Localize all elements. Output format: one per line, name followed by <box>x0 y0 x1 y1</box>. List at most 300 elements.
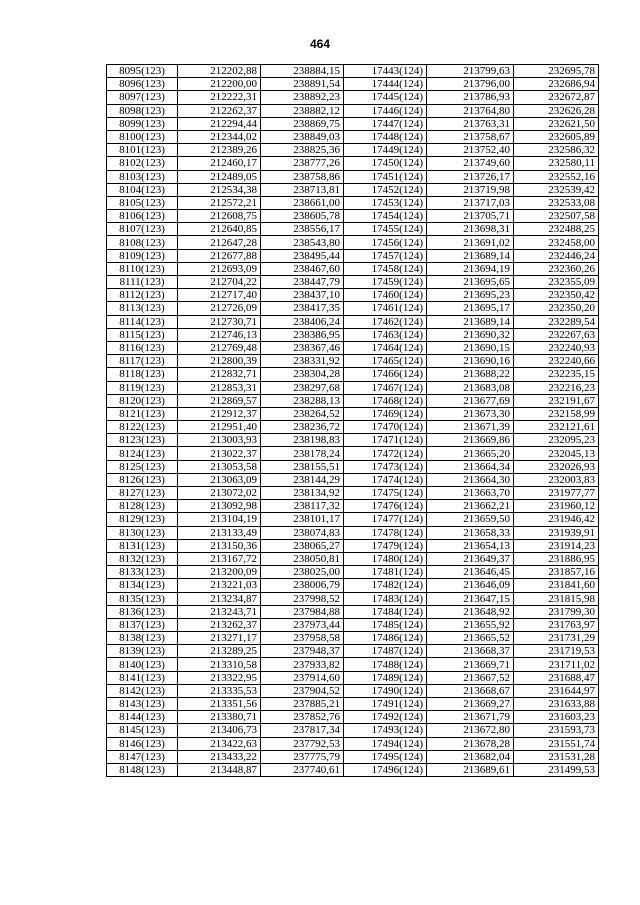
table-row <box>107 750 599 763</box>
x-coordinate-cell: 213671,39 <box>427 421 514 434</box>
y-coordinate-cell: 232488,25 <box>514 223 599 236</box>
table-row <box>107 276 599 289</box>
y-coordinate-cell: 237958,58 <box>261 632 344 645</box>
x-coordinate-cell: 213262,37 <box>178 618 261 631</box>
table-row <box>107 183 599 196</box>
point-id-cell: 8098(123) <box>107 104 178 117</box>
x-coordinate-cell: 213380,71 <box>178 711 261 724</box>
point-id-cell: 17470(124) <box>344 421 427 434</box>
x-coordinate-cell: 213648,92 <box>427 605 514 618</box>
y-coordinate-cell: 237998,52 <box>261 592 344 605</box>
y-coordinate-cell: 232458,00 <box>514 236 599 249</box>
x-coordinate-cell: 213053,58 <box>178 460 261 473</box>
x-coordinate-cell: 212693,09 <box>178 262 261 275</box>
y-coordinate-cell: 238264,52 <box>261 407 344 420</box>
point-id-cell: 8140(123) <box>107 658 178 671</box>
x-coordinate-cell: 213690,32 <box>427 328 514 341</box>
table-row <box>107 645 599 658</box>
point-id-cell: 17495(124) <box>344 750 427 763</box>
point-id-cell: 17484(124) <box>344 605 427 618</box>
x-coordinate-cell: 213689,14 <box>427 315 514 328</box>
y-coordinate-cell: 231688,47 <box>514 671 599 684</box>
x-coordinate-cell: 213003,93 <box>178 434 261 447</box>
x-coordinate-cell: 213221,03 <box>178 579 261 592</box>
table-row <box>107 394 599 407</box>
x-coordinate-cell: 213649,37 <box>427 552 514 565</box>
y-coordinate-cell: 232350,42 <box>514 289 599 302</box>
x-coordinate-cell: 212869,57 <box>178 394 261 407</box>
y-coordinate-cell: 238758,86 <box>261 170 344 183</box>
y-coordinate-cell: 238304,28 <box>261 368 344 381</box>
y-coordinate-cell: 232507,58 <box>514 210 599 223</box>
x-coordinate-cell: 213448,87 <box>178 763 261 776</box>
x-coordinate-cell: 212704,22 <box>178 276 261 289</box>
table-row <box>107 196 599 209</box>
x-coordinate-cell: 212534,38 <box>178 183 261 196</box>
point-id-cell: 17466(124) <box>344 368 427 381</box>
y-coordinate-cell: 231731,29 <box>514 632 599 645</box>
point-id-cell: 8106(123) <box>107 210 178 223</box>
point-id-cell: 17482(124) <box>344 579 427 592</box>
x-coordinate-cell: 213682,04 <box>427 750 514 763</box>
y-coordinate-cell: 238437,10 <box>261 289 344 302</box>
point-id-cell: 17450(124) <box>344 157 427 170</box>
y-coordinate-cell: 238117,32 <box>261 500 344 513</box>
y-coordinate-cell: 232533,08 <box>514 196 599 209</box>
table-row <box>107 566 599 579</box>
table-row <box>107 381 599 394</box>
y-coordinate-cell: 237852,76 <box>261 711 344 724</box>
x-coordinate-cell: 213705,71 <box>427 210 514 223</box>
x-coordinate-cell: 212202,88 <box>178 65 261 78</box>
y-coordinate-cell: 237885,21 <box>261 698 344 711</box>
point-id-cell: 8114(123) <box>107 315 178 328</box>
x-coordinate-cell: 213289,25 <box>178 645 261 658</box>
point-id-cell: 8118(123) <box>107 368 178 381</box>
table-row <box>107 632 599 645</box>
y-coordinate-cell: 238406,24 <box>261 315 344 328</box>
point-id-cell: 17477(124) <box>344 513 427 526</box>
x-coordinate-cell: 213690,16 <box>427 355 514 368</box>
table-row <box>107 434 599 447</box>
table-row <box>107 341 599 354</box>
x-coordinate-cell: 213322,95 <box>178 671 261 684</box>
table-row <box>107 302 599 315</box>
x-coordinate-cell: 213786,93 <box>427 91 514 104</box>
y-coordinate-cell: 231799,30 <box>514 605 599 618</box>
x-coordinate-cell: 213717,03 <box>427 196 514 209</box>
x-coordinate-cell: 213433,22 <box>178 750 261 763</box>
point-id-cell: 17490(124) <box>344 684 427 697</box>
y-coordinate-cell: 237984,88 <box>261 605 344 618</box>
y-coordinate-cell: 231815,98 <box>514 592 599 605</box>
x-coordinate-cell: 213678,28 <box>427 737 514 750</box>
x-coordinate-cell: 213695,65 <box>427 276 514 289</box>
point-id-cell: 17488(124) <box>344 658 427 671</box>
point-id-cell: 17448(124) <box>344 130 427 143</box>
x-coordinate-cell: 213668,37 <box>427 645 514 658</box>
x-coordinate-cell: 213234,87 <box>178 592 261 605</box>
x-coordinate-cell: 213672,80 <box>427 724 514 737</box>
point-id-cell: 17456(124) <box>344 236 427 249</box>
x-coordinate-cell: 213698,31 <box>427 223 514 236</box>
x-coordinate-cell: 213668,67 <box>427 684 514 697</box>
y-coordinate-cell: 231531,28 <box>514 750 599 763</box>
y-coordinate-cell: 232672,87 <box>514 91 599 104</box>
y-coordinate-cell: 232216,23 <box>514 381 599 394</box>
table-row <box>107 526 599 539</box>
table-row <box>107 684 599 697</box>
x-coordinate-cell: 213691,02 <box>427 236 514 249</box>
y-coordinate-cell: 232355,09 <box>514 276 599 289</box>
x-coordinate-cell: 213695,23 <box>427 289 514 302</box>
point-id-cell: 8109(123) <box>107 249 178 262</box>
y-coordinate-cell: 238386,95 <box>261 328 344 341</box>
x-coordinate-cell: 213664,30 <box>427 473 514 486</box>
y-coordinate-cell: 231551,74 <box>514 737 599 750</box>
point-id-cell: 8112(123) <box>107 289 178 302</box>
point-id-cell: 17481(124) <box>344 566 427 579</box>
point-id-cell: 17454(124) <box>344 210 427 223</box>
point-id-cell: 17479(124) <box>344 539 427 552</box>
y-coordinate-cell: 238134,92 <box>261 487 344 500</box>
x-coordinate-cell: 212912,37 <box>178 407 261 420</box>
x-coordinate-cell: 213092,98 <box>178 500 261 513</box>
point-id-cell: 17455(124) <box>344 223 427 236</box>
point-id-cell: 8137(123) <box>107 618 178 631</box>
x-coordinate-cell: 213647,15 <box>427 592 514 605</box>
point-id-cell: 8132(123) <box>107 552 178 565</box>
point-id-cell: 8129(123) <box>107 513 178 526</box>
point-id-cell: 8096(123) <box>107 78 178 91</box>
y-coordinate-cell: 232446,24 <box>514 249 599 262</box>
y-coordinate-cell: 238661,00 <box>261 196 344 209</box>
x-coordinate-cell: 213669,27 <box>427 698 514 711</box>
point-id-cell: 17485(124) <box>344 618 427 631</box>
table-row <box>107 249 599 262</box>
point-id-cell: 17480(124) <box>344 552 427 565</box>
point-id-cell: 8142(123) <box>107 684 178 697</box>
y-coordinate-cell: 237948,37 <box>261 645 344 658</box>
x-coordinate-cell: 213665,52 <box>427 632 514 645</box>
x-coordinate-cell: 212572,21 <box>178 196 261 209</box>
point-id-cell: 8148(123) <box>107 763 178 776</box>
y-coordinate-cell: 238297,68 <box>261 381 344 394</box>
table-row <box>107 289 599 302</box>
x-coordinate-cell: 213669,86 <box>427 434 514 447</box>
point-id-cell: 8146(123) <box>107 737 178 750</box>
y-coordinate-cell: 231603,23 <box>514 711 599 724</box>
point-id-cell: 8116(123) <box>107 341 178 354</box>
y-coordinate-cell: 232003,83 <box>514 473 599 486</box>
x-coordinate-cell: 213763,31 <box>427 117 514 130</box>
y-coordinate-cell: 238236,72 <box>261 421 344 434</box>
x-coordinate-cell: 213799,63 <box>427 65 514 78</box>
x-coordinate-cell: 213683,08 <box>427 381 514 394</box>
table-row <box>107 487 599 500</box>
x-coordinate-cell: 213749,60 <box>427 157 514 170</box>
x-coordinate-cell: 213719,98 <box>427 183 514 196</box>
x-coordinate-cell: 213758,67 <box>427 130 514 143</box>
y-coordinate-cell: 237792,53 <box>261 737 344 750</box>
point-id-cell: 8108(123) <box>107 236 178 249</box>
y-coordinate-cell: 232580,11 <box>514 157 599 170</box>
point-id-cell: 17459(124) <box>344 276 427 289</box>
table-row <box>107 763 599 776</box>
point-id-cell: 17458(124) <box>344 262 427 275</box>
y-coordinate-cell: 232289,54 <box>514 315 599 328</box>
x-coordinate-cell: 213694,19 <box>427 262 514 275</box>
point-id-cell: 17467(124) <box>344 381 427 394</box>
point-id-cell: 17453(124) <box>344 196 427 209</box>
y-coordinate-cell: 232026,93 <box>514 460 599 473</box>
point-id-cell: 8131(123) <box>107 539 178 552</box>
x-coordinate-cell: 213677,69 <box>427 394 514 407</box>
y-coordinate-cell: 231977,77 <box>514 487 599 500</box>
x-coordinate-cell: 213796,00 <box>427 78 514 91</box>
y-coordinate-cell: 232695,78 <box>514 65 599 78</box>
y-coordinate-cell: 238892,23 <box>261 91 344 104</box>
y-coordinate-cell: 238713,81 <box>261 183 344 196</box>
point-id-cell: 17486(124) <box>344 632 427 645</box>
point-id-cell: 8143(123) <box>107 698 178 711</box>
x-coordinate-cell: 213133,49 <box>178 526 261 539</box>
point-id-cell: 17447(124) <box>344 117 427 130</box>
y-coordinate-cell: 231841,60 <box>514 579 599 592</box>
table-row <box>107 500 599 513</box>
y-coordinate-cell: 231960,12 <box>514 500 599 513</box>
point-id-cell: 17489(124) <box>344 671 427 684</box>
point-id-cell: 17468(124) <box>344 394 427 407</box>
y-coordinate-cell: 231711,02 <box>514 658 599 671</box>
table-row <box>107 513 599 526</box>
point-id-cell: 8134(123) <box>107 579 178 592</box>
table-row <box>107 368 599 381</box>
y-coordinate-cell: 232360,26 <box>514 262 599 275</box>
table-row <box>107 157 599 170</box>
table-row <box>107 262 599 275</box>
y-coordinate-cell: 238882,12 <box>261 104 344 117</box>
y-coordinate-cell: 238144,29 <box>261 473 344 486</box>
point-id-cell: 8113(123) <box>107 302 178 315</box>
x-coordinate-cell: 213351,56 <box>178 698 261 711</box>
x-coordinate-cell: 213646,09 <box>427 579 514 592</box>
point-id-cell: 17457(124) <box>344 249 427 262</box>
point-id-cell: 8125(123) <box>107 460 178 473</box>
x-coordinate-cell: 212640,85 <box>178 223 261 236</box>
point-id-cell: 8111(123) <box>107 276 178 289</box>
point-id-cell: 17464(124) <box>344 341 427 354</box>
y-coordinate-cell: 231593,73 <box>514 724 599 737</box>
x-coordinate-cell: 212717,40 <box>178 289 261 302</box>
y-coordinate-cell: 238025,00 <box>261 566 344 579</box>
x-coordinate-cell: 212746,13 <box>178 328 261 341</box>
point-id-cell: 17461(124) <box>344 302 427 315</box>
point-id-cell: 8135(123) <box>107 592 178 605</box>
point-id-cell: 8133(123) <box>107 566 178 579</box>
x-coordinate-cell: 212262,37 <box>178 104 261 117</box>
x-coordinate-cell: 212677,88 <box>178 249 261 262</box>
y-coordinate-cell: 238825,36 <box>261 144 344 157</box>
table-row <box>107 592 599 605</box>
y-coordinate-cell: 237933,82 <box>261 658 344 671</box>
table-row <box>107 618 599 631</box>
y-coordinate-cell: 238467,60 <box>261 262 344 275</box>
y-coordinate-cell: 232267,63 <box>514 328 599 341</box>
x-coordinate-cell: 213659,50 <box>427 513 514 526</box>
point-id-cell: 17472(124) <box>344 447 427 460</box>
y-coordinate-cell: 231763,97 <box>514 618 599 631</box>
point-id-cell: 8102(123) <box>107 157 178 170</box>
y-coordinate-cell: 231946,42 <box>514 513 599 526</box>
x-coordinate-cell: 213646,45 <box>427 566 514 579</box>
y-coordinate-cell: 238065,27 <box>261 539 344 552</box>
x-coordinate-cell: 213671,79 <box>427 711 514 724</box>
y-coordinate-cell: 238543,80 <box>261 236 344 249</box>
y-coordinate-cell: 232235,15 <box>514 368 599 381</box>
point-id-cell: 17493(124) <box>344 724 427 737</box>
x-coordinate-cell: 213150,36 <box>178 539 261 552</box>
point-id-cell: 17443(124) <box>344 65 427 78</box>
y-coordinate-cell: 231914,23 <box>514 539 599 552</box>
y-coordinate-cell: 238891,54 <box>261 78 344 91</box>
point-id-cell: 17445(124) <box>344 91 427 104</box>
point-id-cell: 17475(124) <box>344 487 427 500</box>
x-coordinate-cell: 213764,80 <box>427 104 514 117</box>
y-coordinate-cell: 237914,60 <box>261 671 344 684</box>
table-row <box>107 737 599 750</box>
y-coordinate-cell: 238178,24 <box>261 447 344 460</box>
point-id-cell: 8105(123) <box>107 196 178 209</box>
coordinates-table <box>106 64 599 777</box>
x-coordinate-cell: 213655,92 <box>427 618 514 631</box>
y-coordinate-cell: 232095,23 <box>514 434 599 447</box>
point-id-cell: 8139(123) <box>107 645 178 658</box>
point-id-cell: 8107(123) <box>107 223 178 236</box>
point-id-cell: 8130(123) <box>107 526 178 539</box>
table-row <box>107 130 599 143</box>
point-id-cell: 17474(124) <box>344 473 427 486</box>
y-coordinate-cell: 231633,88 <box>514 698 599 711</box>
table-row <box>107 552 599 565</box>
y-coordinate-cell: 232240,93 <box>514 341 599 354</box>
table-row <box>107 91 599 104</box>
point-id-cell: 8141(123) <box>107 671 178 684</box>
table-row <box>107 355 599 368</box>
y-coordinate-cell: 237817,34 <box>261 724 344 737</box>
y-coordinate-cell: 237740,61 <box>261 763 344 776</box>
x-coordinate-cell: 212951,40 <box>178 421 261 434</box>
y-coordinate-cell: 238556,17 <box>261 223 344 236</box>
x-coordinate-cell: 212730,71 <box>178 315 261 328</box>
x-coordinate-cell: 213726,17 <box>427 170 514 183</box>
y-coordinate-cell: 237973,44 <box>261 618 344 631</box>
x-coordinate-cell: 213658,33 <box>427 526 514 539</box>
point-id-cell: 17478(124) <box>344 526 427 539</box>
y-coordinate-cell: 232552,16 <box>514 170 599 183</box>
x-coordinate-cell: 213673,30 <box>427 407 514 420</box>
table-row <box>107 315 599 328</box>
table-row <box>107 605 599 618</box>
table-row <box>107 421 599 434</box>
y-coordinate-cell: 238050,81 <box>261 552 344 565</box>
point-id-cell: 17473(124) <box>344 460 427 473</box>
x-coordinate-cell: 212460,17 <box>178 157 261 170</box>
x-coordinate-cell: 213665,20 <box>427 447 514 460</box>
point-id-cell: 8127(123) <box>107 487 178 500</box>
table-row <box>107 447 599 460</box>
y-coordinate-cell: 231499,53 <box>514 763 599 776</box>
table-row <box>107 698 599 711</box>
y-coordinate-cell: 231644,97 <box>514 684 599 697</box>
x-coordinate-cell: 212222,31 <box>178 91 261 104</box>
y-coordinate-cell: 232621,50 <box>514 117 599 130</box>
point-id-cell: 17469(124) <box>344 407 427 420</box>
x-coordinate-cell: 213022,37 <box>178 447 261 460</box>
table-row <box>107 117 599 130</box>
x-coordinate-cell: 213695,17 <box>427 302 514 315</box>
table-row <box>107 104 599 117</box>
x-coordinate-cell: 213167,72 <box>178 552 261 565</box>
x-coordinate-cell: 213688,22 <box>427 368 514 381</box>
point-id-cell: 17449(124) <box>344 144 427 157</box>
x-coordinate-cell: 213689,61 <box>427 763 514 776</box>
point-id-cell: 8123(123) <box>107 434 178 447</box>
x-coordinate-cell: 213422,63 <box>178 737 261 750</box>
point-id-cell: 17446(124) <box>344 104 427 117</box>
table-row <box>107 170 599 183</box>
point-id-cell: 17462(124) <box>344 315 427 328</box>
point-id-cell: 8121(123) <box>107 407 178 420</box>
y-coordinate-cell: 232158,99 <box>514 407 599 420</box>
x-coordinate-cell: 213663,70 <box>427 487 514 500</box>
x-coordinate-cell: 213752,40 <box>427 144 514 157</box>
table-row <box>107 711 599 724</box>
point-id-cell: 17492(124) <box>344 711 427 724</box>
x-coordinate-cell: 212200,00 <box>178 78 261 91</box>
y-coordinate-cell: 238101,17 <box>261 513 344 526</box>
point-id-cell: 8147(123) <box>107 750 178 763</box>
y-coordinate-cell: 238331,92 <box>261 355 344 368</box>
table-row <box>107 579 599 592</box>
y-coordinate-cell: 238869,75 <box>261 117 344 130</box>
point-id-cell: 8126(123) <box>107 473 178 486</box>
point-id-cell: 17496(124) <box>344 763 427 776</box>
point-id-cell: 17487(124) <box>344 645 427 658</box>
table-row <box>107 328 599 341</box>
x-coordinate-cell: 213200,09 <box>178 566 261 579</box>
table-row <box>107 407 599 420</box>
point-id-cell: 8124(123) <box>107 447 178 460</box>
point-id-cell: 8097(123) <box>107 91 178 104</box>
table-row <box>107 671 599 684</box>
x-coordinate-cell: 213662,21 <box>427 500 514 513</box>
x-coordinate-cell: 213063,09 <box>178 473 261 486</box>
x-coordinate-cell: 212853,31 <box>178 381 261 394</box>
point-id-cell: 17494(124) <box>344 737 427 750</box>
y-coordinate-cell: 232191,67 <box>514 394 599 407</box>
point-id-cell: 17463(124) <box>344 328 427 341</box>
x-coordinate-cell: 212294,44 <box>178 117 261 130</box>
y-coordinate-cell: 232605,89 <box>514 130 599 143</box>
table-row <box>107 724 599 737</box>
x-coordinate-cell: 213689,14 <box>427 249 514 262</box>
x-coordinate-cell: 213654,13 <box>427 539 514 552</box>
point-id-cell: 8100(123) <box>107 130 178 143</box>
table-row <box>107 658 599 671</box>
point-id-cell: 17460(124) <box>344 289 427 302</box>
point-id-cell: 8145(123) <box>107 724 178 737</box>
